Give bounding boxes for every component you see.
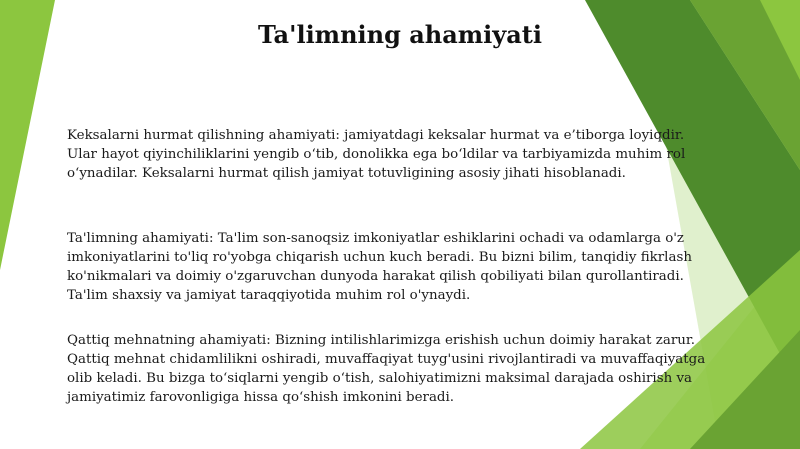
paragraph-education: Ta'limning ahamiyati: Ta'lim son-sanoqsiz imkoniyatlar eshiklarini ochadi va odamlarga o'z imkoniyatlarini to'liq ro'yobga chiqarish uchun kuch beradi. Bu bizni bilim, tanqidiy fikrlash ko'nikmalari va doimiy o'zgaruvchan dunyoda harakat qilish qobiliyati bilan qurollantiradi. Ta'lim shaxsiy va jamiyat taraqqiyotida muhim rol o'ynaydi. [67, 231, 692, 303]
slide-title: Ta'limning ahamiyati [257, 20, 542, 49]
paragraph-elder-respect: Keksalarni hurmat qilishning ahamiyati: jamiyatdagi keksalar hurmat va e’tiborga loyiqdir. Ular hayot qiyinchiliklarini yengib o‘tib, donolikka ega bo‘ldilar va tarbiyamizda muhim rol o‘ynadilar. Keksalarni hurmat qilish jamiyat totuvligining asosiy jihati hisoblanadi. [67, 128, 686, 181]
paragraph-hard-work: Qattiq mehnatning ahamiyati: Bizning intilishlarimizga erishish uchun doimiy harakat zarur. Qattiq mehnat chidamlilikni oshiradi, muvaffaqiyat tuyg'usini rivojlantiradi va muvaffaqiyatga olib keladi. Bu bizga to‘siqlarni yengib o‘tish, salohiyatimizni maksimal darajada oshirish va jamiyatimiz farovonligiga hissa qo‘shish imkonini beradi. [67, 333, 706, 405]
